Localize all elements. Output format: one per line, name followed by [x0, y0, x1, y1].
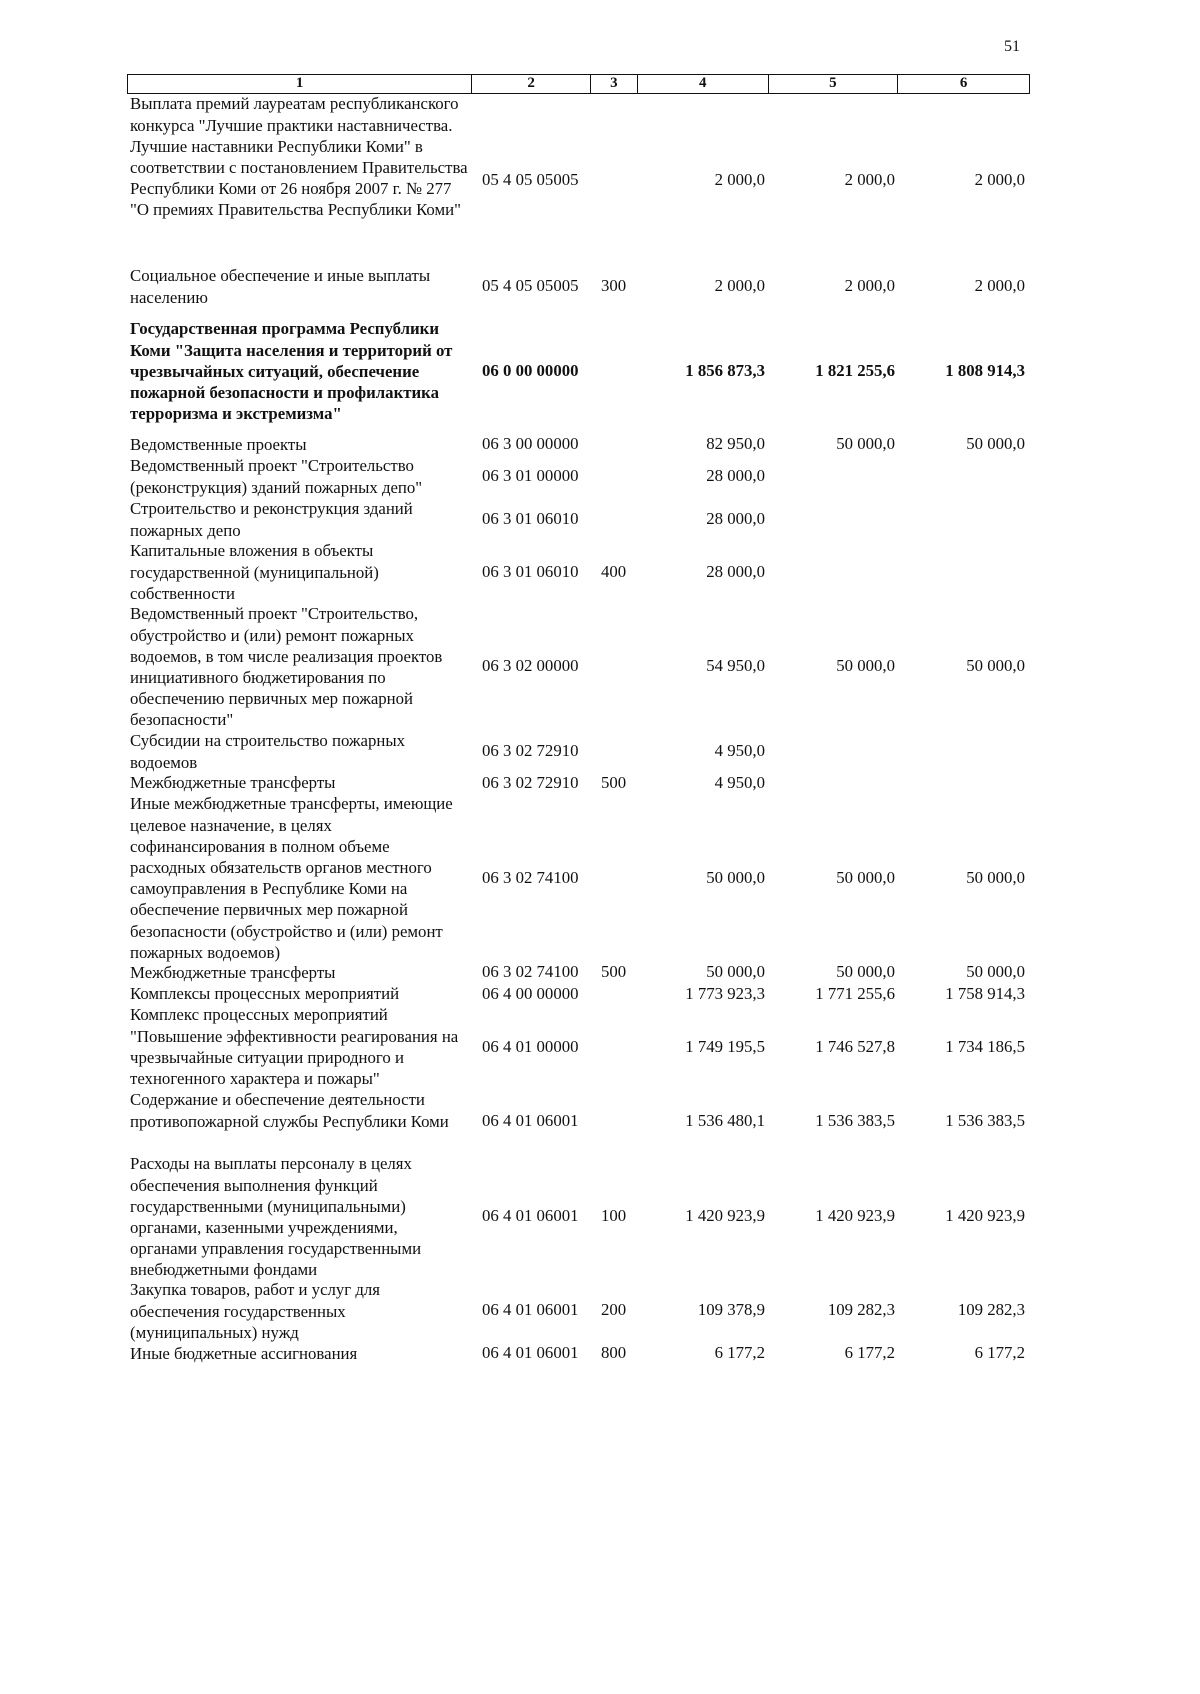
cell-col5-value: 50 000,0	[836, 434, 895, 454]
row-label-line: пожарных депо	[130, 520, 241, 540]
cell-expense-type: 500	[601, 962, 627, 982]
cell-col5-value: 1 746 527,8	[815, 1037, 895, 1057]
row-label-line: органами управления государственными	[130, 1239, 422, 1259]
row-label-line: безопасности"	[130, 710, 234, 730]
header-cell-1: 1	[295, 75, 304, 91]
cell-col4-value: 28 000,0	[706, 466, 765, 486]
cell-code: 06 4 01 06001	[482, 1343, 579, 1363]
row-label-line: Расходы на выплаты персоналу в целях	[130, 1154, 412, 1174]
row-label-line: органами, казенными учреждениями,	[130, 1218, 398, 1237]
row-label-line: софинансирования в полном объеме	[130, 836, 390, 856]
row-label-line: Республики Коми от 26 ноября 2007 г. № 277	[130, 179, 452, 199]
header-cell-2: 2	[471, 75, 590, 93]
row-label-line: чрезвычайные ситуации природного и	[130, 1047, 404, 1067]
cell-col5-value: 1 536 383,5	[815, 1111, 895, 1131]
cell-col5-value: 2 000,0	[844, 170, 895, 190]
row-label-line: безопасности (обустройство и (или) ремонт	[130, 921, 443, 941]
cell-expense-type: 500	[601, 773, 627, 793]
row-label-line: Социальное обеспечение и иные выплаты	[130, 266, 431, 286]
row-label-line: "О премиях Правительства Республики Коми"	[130, 200, 461, 220]
cell-col4-value: 4 950,0	[714, 773, 765, 793]
cell-col5-value: 2 000,0	[844, 276, 895, 296]
row-label-line: "Повышение эффективности реагирования на	[130, 1026, 459, 1046]
cell-col6-value: 6 177,2	[974, 1343, 1025, 1363]
cell-col4-value: 1 420 923,9	[685, 1206, 765, 1226]
page-number: 51	[1004, 38, 1020, 55]
cell-code: 06 3 02 74100	[482, 868, 579, 888]
cell-col4-value: 50 000,0	[706, 868, 765, 888]
cell-col5-value: 50 000,0	[836, 868, 895, 888]
row-label-line: Лучшие наставники Республики Коми" в	[130, 136, 423, 156]
row-label-line: обеспечения государственных	[130, 1301, 346, 1321]
cell-code: 05 4 05 05005	[482, 276, 579, 296]
cell-col5-value: 50 000,0	[836, 962, 895, 982]
cell-code: 06 3 02 00000	[482, 656, 579, 676]
cell-code: 06 4 00 00000	[482, 984, 579, 1004]
row-label-line: Строительство и реконструкция зданий	[130, 499, 413, 519]
cell-col4-value: 1 536 480,1	[685, 1111, 765, 1131]
cell-col4-value: 109 378,9	[697, 1300, 765, 1320]
cell-code: 05 4 05 05005	[482, 170, 579, 190]
cell-expense-type: 400	[601, 562, 627, 582]
row-label-line: противопожарной службы Республики Коми	[130, 1111, 449, 1131]
cell-col4-value: 2 000,0	[714, 276, 765, 296]
row-label-line: конкурса "Лучшие практики наставничества.	[130, 115, 453, 135]
cell-col5-value: 1 420 923,9	[815, 1206, 895, 1226]
cell-col5-value: 109 282,3	[827, 1300, 895, 1320]
cell-col5-value: 1 771 255,6	[815, 984, 895, 1004]
cell-code: 06 3 01 06010	[482, 509, 579, 529]
cell-code: 06 4 01 00000	[482, 1037, 579, 1057]
cell-col4-value: 6 177,2	[714, 1343, 765, 1363]
header-cell-4: 4	[637, 75, 768, 93]
cell-col4-value: 50 000,0	[706, 962, 765, 982]
cell-col6-value: 1 536 383,5	[945, 1111, 1025, 1131]
cell-expense-type: 200	[601, 1300, 627, 1320]
row-label-line: Субсидии на строительство пожарных	[130, 731, 405, 751]
header-cell-6: 6	[897, 75, 1029, 93]
cell-col6-value: 2 000,0	[974, 276, 1025, 296]
row-label-line: обустройство и (или) ремонт пожарных	[130, 625, 414, 645]
cell-col5-value: 1 821 255,6	[815, 361, 895, 381]
row-label-line: Ведомственный проект "Строительство	[130, 456, 414, 476]
row-label-line: инициативного бюджетирования по	[130, 668, 386, 687]
row-label-line: обеспечения выполнения функций	[130, 1175, 378, 1195]
row-label-line: Комплекс процессных мероприятий	[130, 1005, 388, 1025]
row-label-line: пожарной безопасности и профилактика	[130, 383, 439, 402]
row-label-line: Содержание и обеспечение деятельности	[130, 1090, 425, 1110]
cell-col6-value: 1 420 923,9	[945, 1206, 1025, 1226]
row-label-line: (муниципальных) нужд	[130, 1322, 299, 1342]
row-label-line: Иные бюджетные ассигнования	[130, 1344, 358, 1364]
cell-col4-value: 28 000,0	[706, 562, 765, 582]
row-label-line: Государственная программа Республики	[130, 319, 440, 339]
row-label-line: техногенного характера и пожары"	[130, 1069, 380, 1088]
row-label-line: пожарных водоемов)	[130, 942, 281, 962]
cell-code: 06 4 01 06001	[482, 1206, 579, 1226]
row-label-line: внебюджетными фондами	[130, 1260, 318, 1280]
cell-col6-value: 1 758 914,3	[945, 984, 1025, 1004]
row-label-line: Коми "Защита населения и территорий от	[130, 340, 453, 360]
row-label-line: государственными (муниципальными)	[130, 1196, 406, 1216]
header-cell-3: 3	[590, 75, 637, 93]
cell-code: 06 3 00 00000	[482, 434, 579, 454]
row-label-line: обеспечению первичных мер пожарной	[130, 689, 414, 709]
cell-code: 06 3 02 72910	[482, 741, 579, 761]
cell-col4-value: 1 773 923,3	[685, 984, 765, 1004]
row-label-line: Комплексы процессных мероприятий	[130, 984, 400, 1004]
row-label-line: соответствии с постановлением Правительства	[130, 158, 468, 177]
row-label-line: чрезвычайных ситуаций, обеспечение	[130, 361, 420, 381]
cell-code: 06 3 02 72910	[482, 773, 579, 793]
cell-col4-value: 28 000,0	[706, 509, 765, 529]
cell-col5-value: 50 000,0	[836, 656, 895, 676]
row-label-line: самоуправления в Республике Коми на	[130, 879, 408, 899]
cell-code: 06 0 00 00000	[482, 361, 579, 381]
cell-col6-value: 50 000,0	[966, 962, 1025, 982]
cell-expense-type: 800	[601, 1343, 627, 1363]
row-label-line: водоемов, в том числе реализация проектов	[130, 646, 443, 666]
cell-code: 06 3 02 74100	[482, 962, 579, 982]
cell-code: 06 4 01 06001	[482, 1111, 579, 1131]
row-label-line: Закупка товаров, работ и услуг для	[130, 1280, 380, 1300]
row-label-line: государственной (муниципальной)	[130, 562, 379, 582]
cell-code: 06 3 01 00000	[482, 466, 579, 486]
row-label-line: Ведомственные проекты	[130, 435, 307, 455]
row-label-line: терроризма и экстремизма"	[130, 404, 342, 424]
cell-col4-value: 1 856 873,3	[685, 361, 765, 381]
row-label-line: обеспечение первичных мер пожарной	[130, 900, 408, 920]
cell-col4-value: 2 000,0	[714, 170, 765, 190]
table-header	[127, 74, 1030, 94]
row-label-line: Выплата премий лауреатам республиканского	[130, 94, 459, 114]
row-label-line: водоемов	[130, 752, 198, 772]
cell-col6-value: 109 282,3	[957, 1300, 1025, 1320]
cell-col4-value: 82 950,0	[706, 434, 765, 454]
row-label-line: собственности	[130, 583, 235, 603]
row-label-line: Иные межбюджетные трансферты, имеющие	[130, 794, 453, 814]
cell-expense-type: 300	[601, 276, 627, 296]
row-label-line: (реконструкция) зданий пожарных депо"	[130, 477, 423, 497]
cell-col5-value: 6 177,2	[844, 1343, 895, 1363]
cell-code: 06 3 01 06010	[482, 562, 579, 582]
cell-code: 06 4 01 06001	[482, 1300, 579, 1320]
row-label-line: Межбюджетные трансферты	[130, 773, 336, 793]
row-label-line: целевое назначение, в целях	[130, 815, 332, 835]
cell-expense-type: 100	[601, 1206, 627, 1226]
cell-col6-value: 50 000,0	[966, 656, 1025, 676]
cell-col4-value: 54 950,0	[706, 656, 765, 676]
row-label-line: Межбюджетные трансферты	[130, 963, 336, 983]
header-cell-5: 5	[768, 75, 898, 93]
cell-col4-value: 1 749 195,5	[685, 1037, 765, 1057]
cell-col6-value: 50 000,0	[966, 868, 1025, 888]
cell-col6-value: 1 808 914,3	[945, 361, 1025, 381]
cell-col6-value: 2 000,0	[974, 170, 1025, 190]
cell-col6-value: 50 000,0	[966, 434, 1025, 454]
cell-col6-value: 1 734 186,5	[945, 1037, 1025, 1057]
row-label-line: Капитальные вложения в объекты	[130, 541, 374, 561]
row-label-line: расходных обязательств органов местного	[130, 858, 432, 877]
row-label-line: Ведомственный проект "Строительство,	[130, 604, 419, 624]
row-label-line: населению	[130, 287, 208, 307]
cell-col4-value: 4 950,0	[714, 741, 765, 761]
